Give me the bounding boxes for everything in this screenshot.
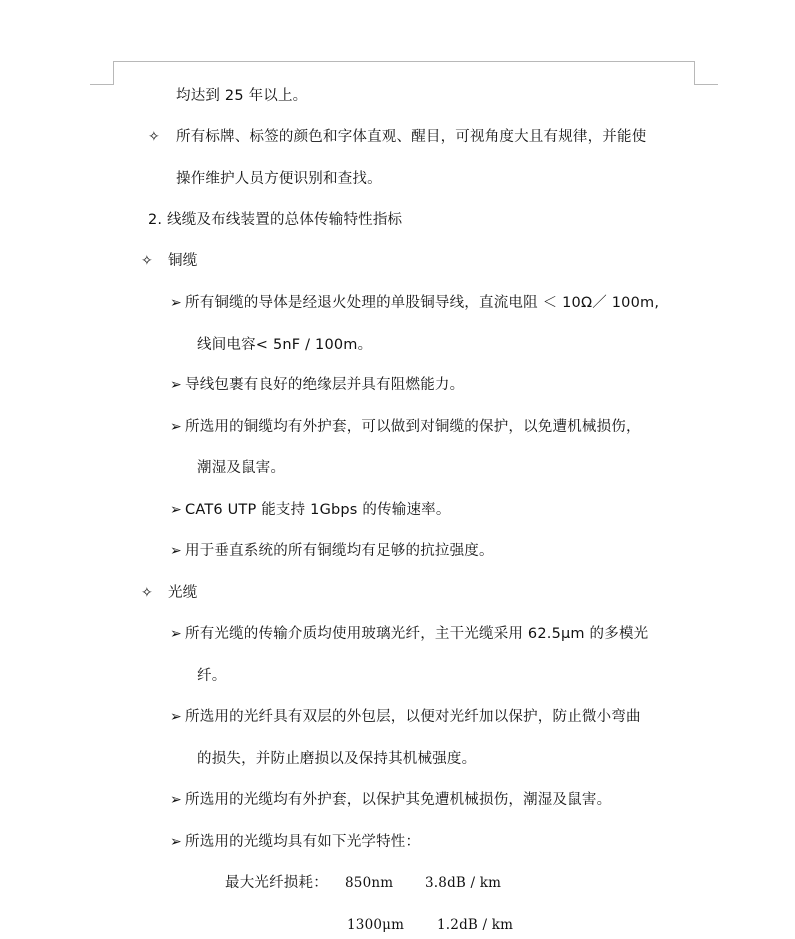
arrow-bullet-icon: ➢ xyxy=(170,502,182,518)
section-heading-2: 2. 线缆及布线装置的总体传输特性指标 xyxy=(148,212,403,228)
text-line-continuation: 均达到 25 年以上。 xyxy=(176,88,308,104)
copper-cable-heading: 铜缆 xyxy=(168,253,198,269)
arrow-bullet-icon: ➢ xyxy=(170,295,182,311)
loss-1300-wavelength: 1300μm xyxy=(347,917,405,933)
crop-mark-right-vertical xyxy=(694,61,695,85)
fiber-item-4: 所选用的光缆均具有如下光学特性： xyxy=(185,834,421,850)
loss-850-value: 3.8dB / km xyxy=(425,875,502,891)
crop-mark-left-horizontal xyxy=(90,84,114,85)
copper-item-1-line-2: 线间电容< 5nF / 100m。 xyxy=(197,337,373,353)
copper-item-3-line-1: 所选用的铜缆均有外护套，可以做到对铜缆的保护，以免遭机械损伤， xyxy=(185,419,641,435)
signage-paragraph-line-1: 所有标牌、标签的颜色和字体直观、醒目，可视角度大且有规律，并能使 xyxy=(176,129,647,145)
fiber-item-2-line-1: 所选用的光纤具有双层的外包层，以便对光纤加以保护，防止微小弯曲 xyxy=(185,709,641,725)
copper-item-2: 导线包裹有良好的绝缘层并具有阻燃能力。 xyxy=(185,377,465,393)
fiber-cable-heading: 光缆 xyxy=(168,585,198,601)
loss-label: 最大光纤损耗： xyxy=(225,875,328,891)
crop-mark-right-horizontal xyxy=(694,84,718,85)
crop-mark-left-vertical xyxy=(113,61,114,85)
copper-item-1-line-1: 所有铜缆的导体是经退火处理的单股铜导线，直流电阻 ＜ 10Ω／ 100m, xyxy=(185,295,660,311)
arrow-bullet-icon: ➢ xyxy=(170,626,182,642)
fiber-item-1-line-1: 所有光缆的传输介质均使用玻璃光纤，主干光缆采用 62.5μm 的多模光 xyxy=(185,626,649,642)
copper-item-4: CAT6 UTP 能支持 1Gbps 的传输速率。 xyxy=(185,502,451,518)
fiber-item-3: 所选用的光缆均有外护套，以保护其免遭机械损伤，潮湿及鼠害。 xyxy=(185,792,612,808)
diamond-bullet-icon: ✧ xyxy=(141,253,153,269)
arrow-bullet-icon: ➢ xyxy=(170,543,182,559)
fiber-item-2-line-2: 的损失，并防止磨损以及保持其机械强度。 xyxy=(197,751,477,767)
loss-850-wavelength: 850nm xyxy=(345,875,394,891)
signage-paragraph-line-2: 操作维护人员方便识别和查找。 xyxy=(176,171,382,187)
arrow-bullet-icon: ➢ xyxy=(170,834,182,850)
arrow-bullet-icon: ➢ xyxy=(170,377,182,393)
arrow-bullet-icon: ➢ xyxy=(170,792,182,808)
page-top-border xyxy=(113,61,695,62)
arrow-bullet-icon: ➢ xyxy=(170,709,182,725)
diamond-bullet-icon: ✧ xyxy=(141,585,153,601)
diamond-bullet-icon: ✧ xyxy=(148,129,160,145)
loss-1300-value: 1.2dB / km xyxy=(437,917,514,933)
fiber-item-1-line-2: 纤。 xyxy=(197,668,227,684)
copper-item-3-line-2: 潮湿及鼠害。 xyxy=(197,460,286,476)
arrow-bullet-icon: ➢ xyxy=(170,419,182,435)
copper-item-5: 用于垂直系统的所有铜缆均有足够的抗拉强度。 xyxy=(185,543,494,559)
